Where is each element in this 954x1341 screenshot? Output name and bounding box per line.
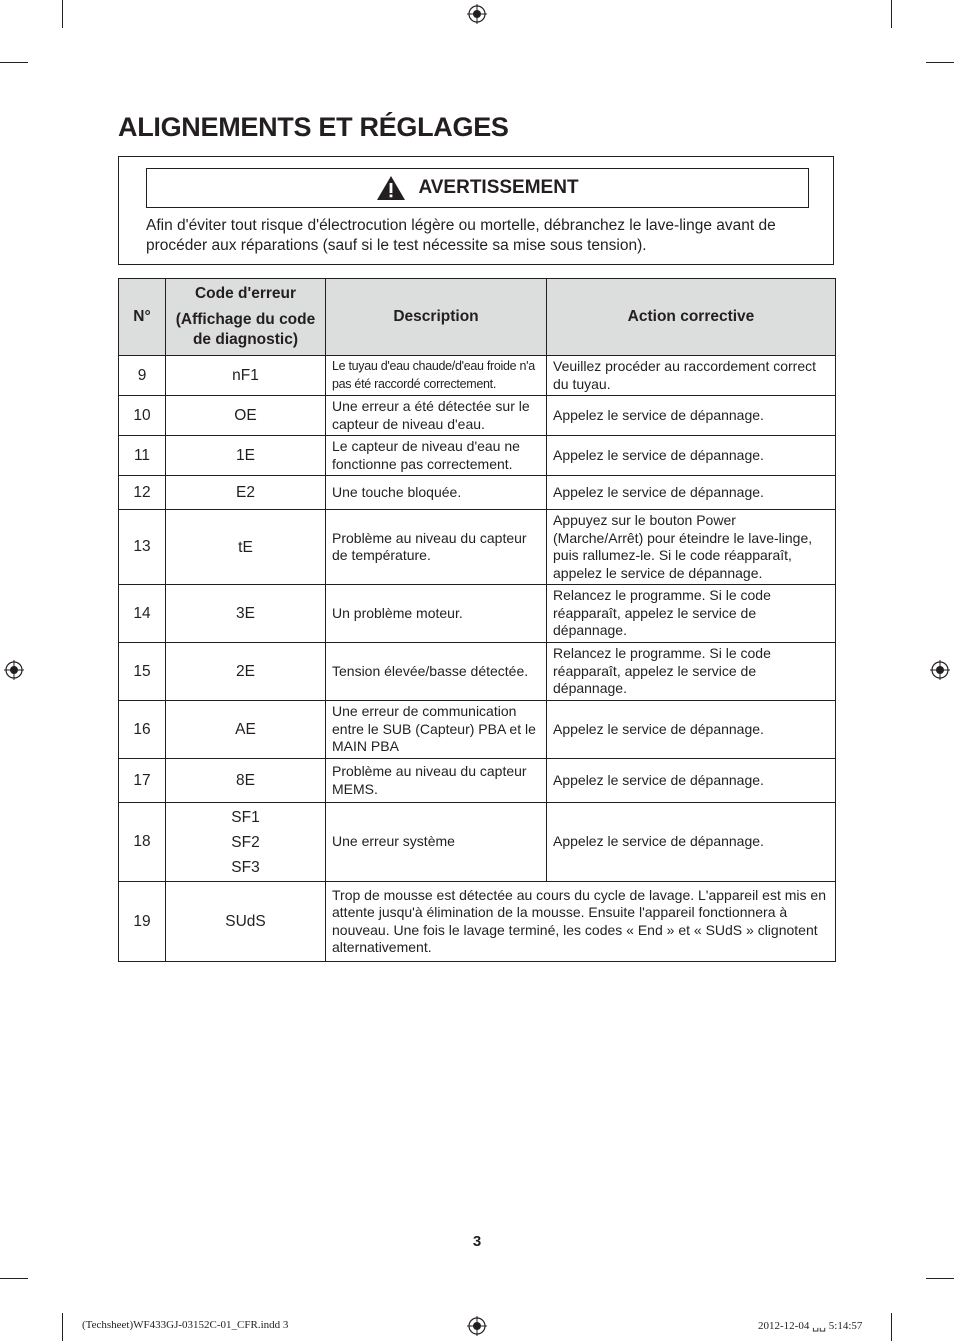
error-code-cell (166, 803, 326, 882)
crop-mark (0, 62, 28, 63)
row-number: 15 (119, 643, 166, 701)
error-code: SF3 (231, 858, 260, 876)
error-code: 1E (236, 447, 255, 464)
action-cell: Appelez le service de dépannage. (547, 476, 836, 510)
registration-mark-icon (930, 660, 950, 680)
row-number: 17 (119, 759, 166, 803)
error-code-cell (166, 643, 326, 701)
registration-mark-icon (4, 660, 24, 680)
description-cell: Une erreur système (326, 803, 547, 882)
page-number: 3 (472, 1233, 482, 1250)
action-cell: Appelez le service de dépannage. (547, 396, 836, 436)
header-code (166, 279, 326, 356)
header-no: N° (119, 279, 166, 356)
row-number: 19 (119, 882, 166, 962)
warning-triangle-icon (376, 175, 406, 201)
table-row (119, 436, 836, 476)
error-code: tE (238, 538, 253, 556)
header-code-subtitle: (Affichage du code de diagnostic) (175, 311, 316, 348)
crop-mark (0, 1278, 28, 1279)
action-cell: Relancez le programme. Si le code réapparaît, appelez le service de dépannage. (547, 643, 836, 701)
error-code-cell (166, 476, 326, 510)
description-cell: Une touche bloquée. (326, 476, 547, 510)
table-row (119, 759, 836, 803)
description-cell: Un problème moteur. (326, 585, 547, 643)
action-cell: Appelez le service de dépannage. (547, 701, 836, 759)
error-code: 2E (236, 663, 255, 680)
row-number: 18 (119, 803, 166, 882)
row-number: 14 (119, 585, 166, 643)
row-number: 11 (119, 436, 166, 476)
warning-box (118, 156, 834, 265)
error-code-cell (166, 585, 326, 643)
action-cell: Relancez le programme. Si le code réapparaît, appelez le service de dépannage. (547, 585, 836, 643)
crop-mark (926, 1278, 954, 1279)
description-cell: Trop de mousse est détectée au cours du cycle de lavage. L'appareil est mis en attente jusqu'à élimination de la mousse. Ensuite l'appareil fonctionnera à nouveau. Une fois le lavage terminé, les codes « End » et « SUdS » clignotent alternativement. (326, 882, 836, 962)
crop-mark (926, 62, 954, 63)
error-code-cell (166, 759, 326, 803)
warning-text: Afin d'éviter tout risque d'électrocution légère ou mortelle, débranchez le lave-linge avant de procéder aux réparations (sauf si le test nécessite sa mise sous tension). (146, 217, 776, 254)
action-cell: Appuyez sur le bouton Power (Marche/Arrêt) pour éteindre le lave-linge, puis rallumez-le. Si le code réapparaît, appelez le service de dépannage. (547, 510, 836, 585)
header-description: Description (326, 279, 547, 356)
error-code-cell (166, 356, 326, 396)
row-number: 16 (119, 701, 166, 759)
table-row (119, 356, 836, 396)
description-cell: Problème au niveau du capteur MEMS. (326, 759, 547, 803)
table-row (119, 510, 836, 585)
table-row (119, 476, 836, 510)
error-code-cell (166, 510, 326, 585)
error-code-cell (166, 436, 326, 476)
table-row (119, 701, 836, 759)
header-code-title: Code d'erreur (194, 285, 296, 302)
footer-timestamp: 2012-12-04 ␣␣ 5:14:57 (758, 1320, 863, 1332)
error-code-cell (166, 701, 326, 759)
error-code-cell (166, 396, 326, 436)
description-cell: Le capteur de niveau d'eau ne fonctionne pas correctement. (326, 436, 547, 476)
table-row (119, 396, 836, 436)
row-number: 13 (119, 510, 166, 585)
description-cell: Une erreur de communication entre le SUB (Capteur) PBA et le MAIN PBA (326, 701, 547, 759)
crop-mark (891, 1313, 892, 1341)
crop-mark (62, 1313, 63, 1341)
error-code: SF1 (231, 808, 260, 826)
action-cell: Veuillez procéder au raccordement correct du tuyau. (547, 356, 836, 396)
warning-title: AVERTISSEMENT (418, 177, 579, 198)
page-title: ALIGNEMENTS ET RÉGLAGES (118, 112, 509, 142)
error-code: nF1 (232, 367, 259, 384)
description-cell: Tension élevée/basse détectée. (326, 643, 547, 701)
action-cell: Appelez le service de dépannage. (547, 759, 836, 803)
error-code: 8E (236, 772, 255, 789)
error-code: E2 (236, 484, 255, 501)
action-cell: Appelez le service de dépannage. (547, 803, 836, 882)
row-number: 9 (119, 356, 166, 396)
action-cell: Appelez le service de dépannage. (547, 436, 836, 476)
registration-mark-icon (467, 4, 487, 24)
row-number: 12 (119, 476, 166, 510)
error-code: OE (234, 407, 257, 424)
crop-mark (62, 0, 63, 28)
error-code: 3E (236, 605, 255, 622)
error-code: SUdS (225, 913, 266, 930)
table-row (119, 882, 836, 962)
error-code-table (118, 278, 836, 962)
description-cell: Une erreur a été détectée sur le capteur de niveau d'eau. (326, 396, 547, 436)
warning-banner (146, 168, 809, 208)
table-row (119, 585, 836, 643)
table-row (119, 803, 836, 882)
row-number: 10 (119, 396, 166, 436)
footer-filename: (Techsheet)WF433GJ-03152C-01_CFR.indd 3 (82, 1319, 289, 1331)
description-cell: Problème au niveau du capteur de température. (326, 510, 547, 585)
table-row (119, 643, 836, 701)
description-cell: Le tuyau d'eau chaude/d'eau froide n'a pas été raccordé correctement. (326, 356, 547, 396)
error-code: SF2 (231, 833, 260, 851)
error-code: AE (235, 721, 256, 738)
error-code-cell (166, 882, 326, 962)
registration-mark-icon (467, 1316, 487, 1336)
table-header-row (119, 279, 836, 356)
header-action: Action corrective (547, 279, 836, 356)
crop-mark (891, 0, 892, 28)
